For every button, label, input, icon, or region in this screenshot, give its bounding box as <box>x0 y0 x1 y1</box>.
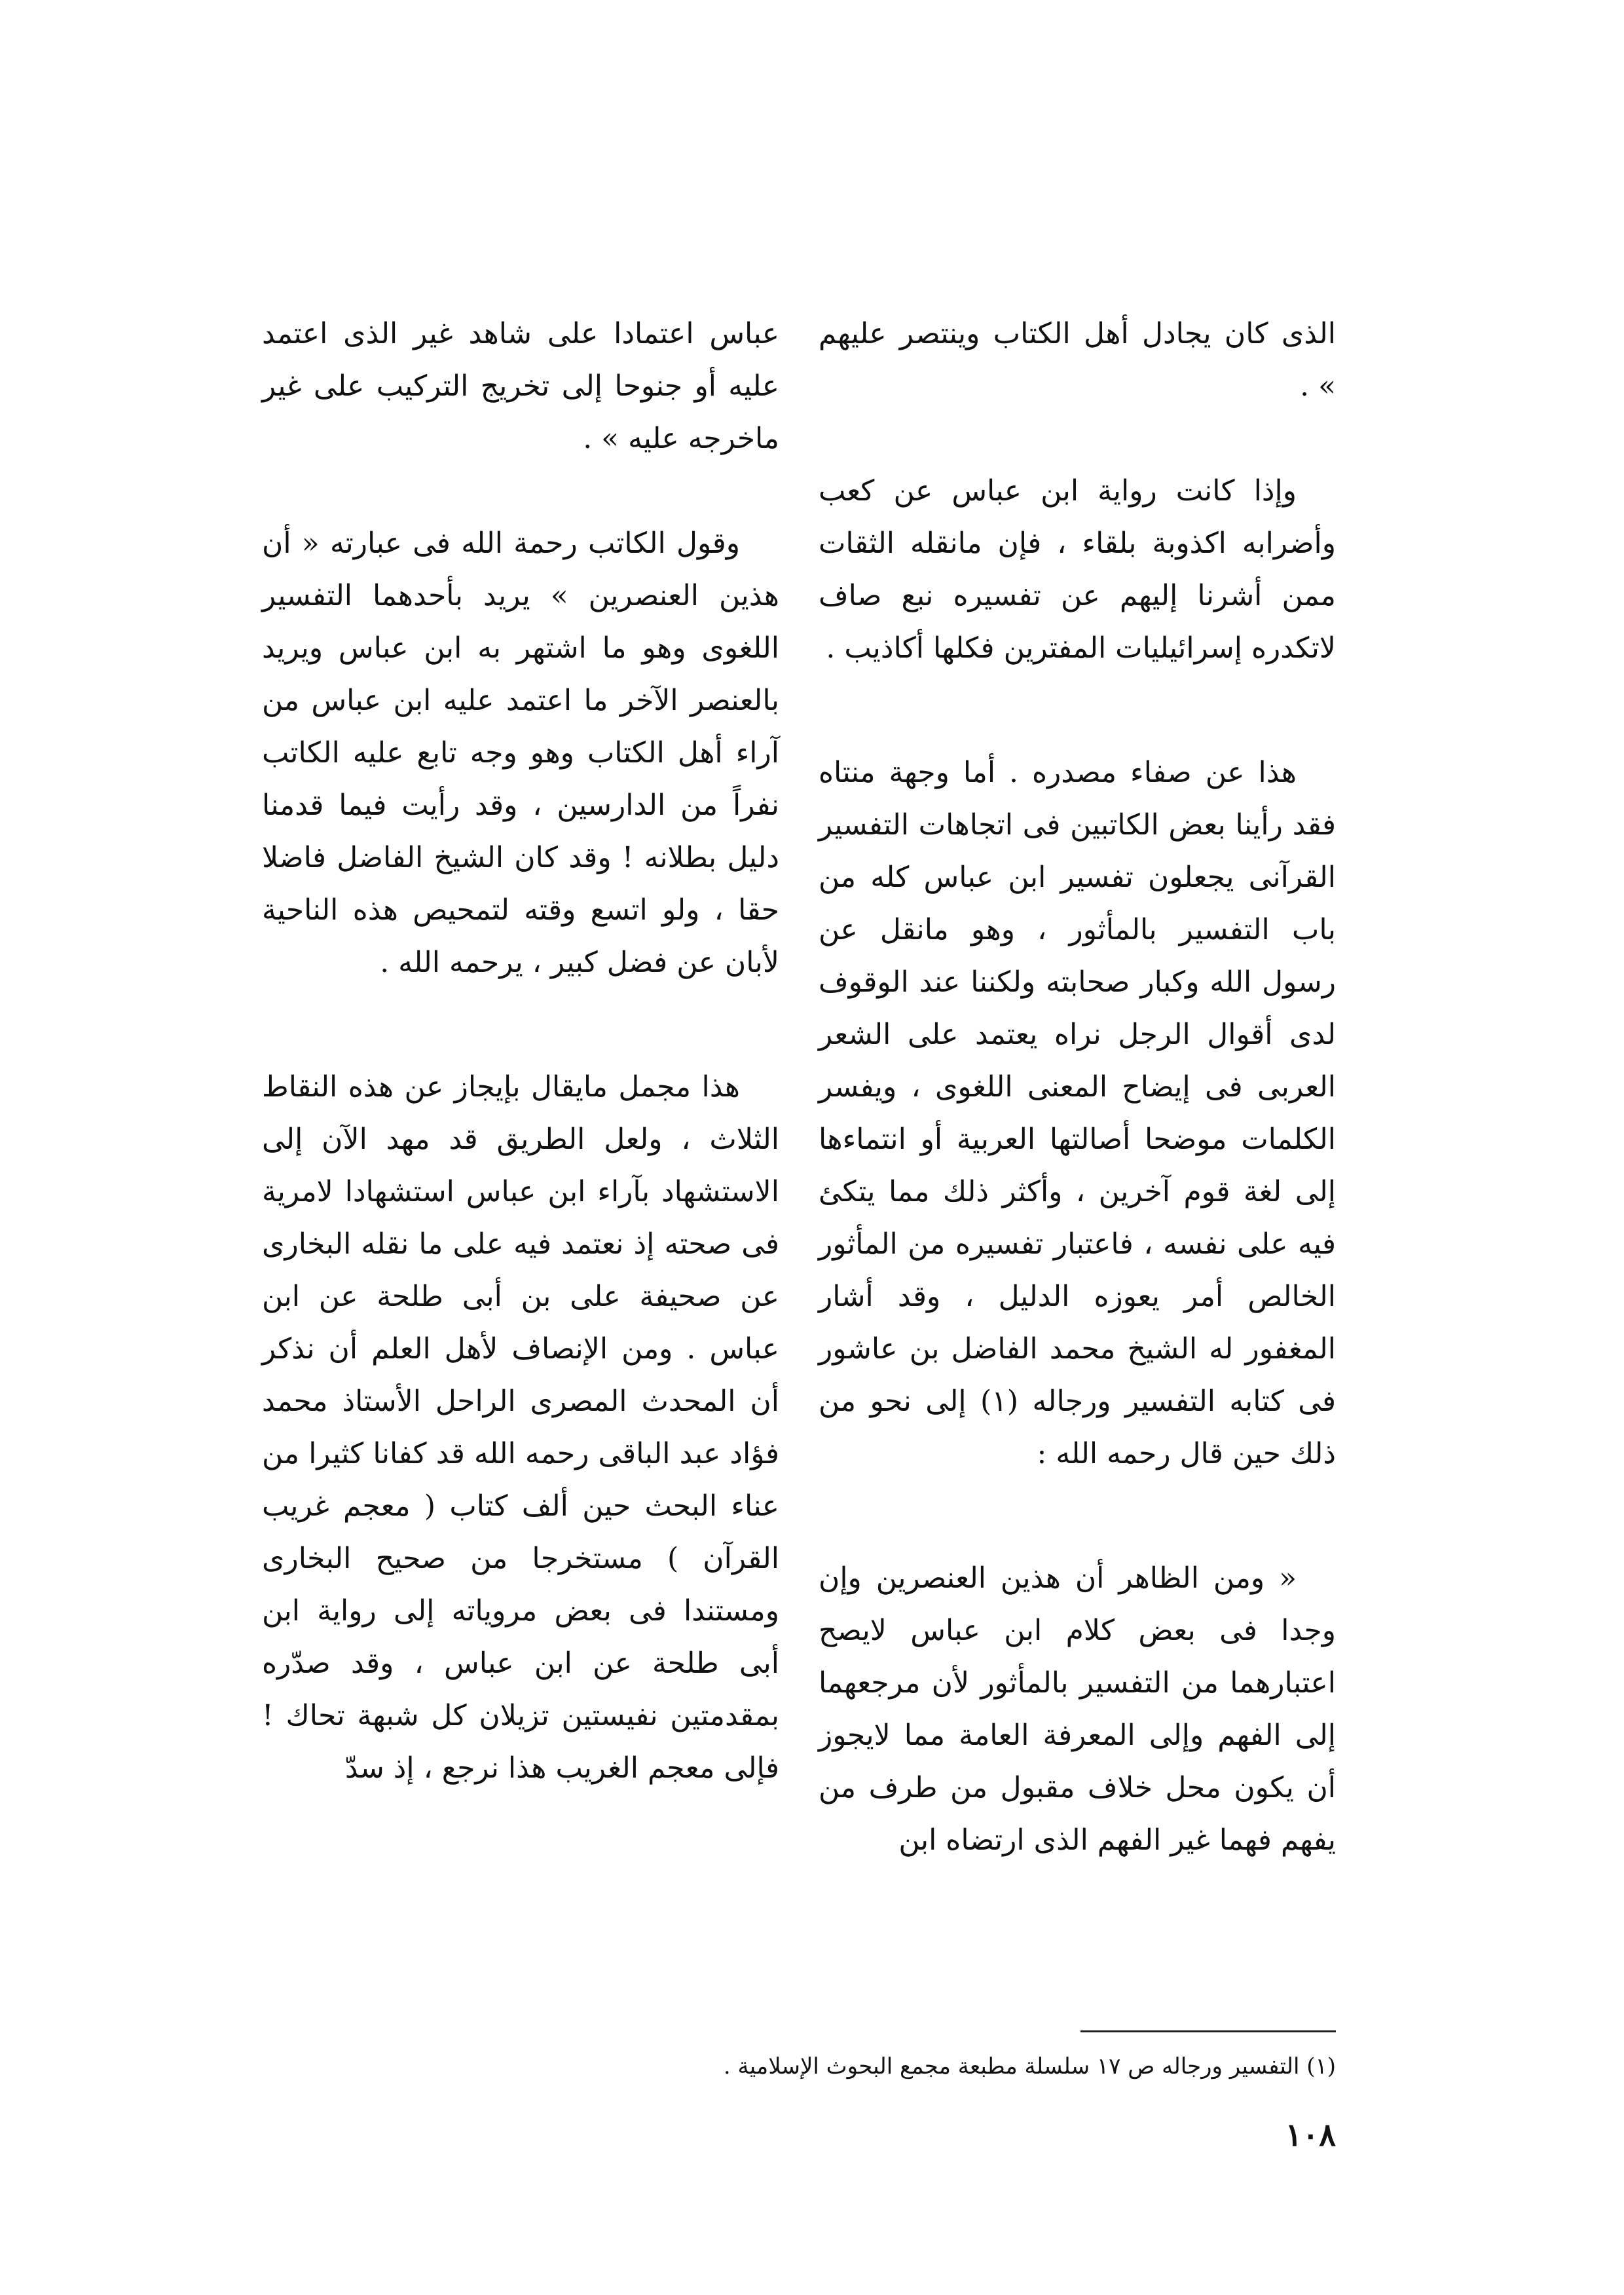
paragraph-gap <box>262 989 779 1061</box>
right-paragraph-1: الذى كان يجادل أهل الكتاب وينتصر عليهم » . <box>819 317 1336 403</box>
left-column <box>262 308 779 1795</box>
paragraph-gap <box>262 465 779 517</box>
right-paragraph-2: وإذا كانت رواية ابن عباس عن كعب وأضرابه اكذوبة بلقاء ، فإن مانقله الثقات ممن أشرنا إليهم عن تفسيره نبع صاف لاتكدره إسرائيليات المفترين فكلها أكاذيب . <box>819 474 1336 665</box>
paragraph-gap <box>819 1480 1336 1552</box>
left-paragraph-3: هذا مجمل مايقال بإيجاز عن هذه النقاط الثلاث ، ولعل الطريق قد مهد الآن إلى الاستشهاد بآراء ابن عباس استشهادا لامرية فى صحته إذ نعتمد فيه على ما نقله البخارى عن صحيفة على بن أبى طلحة عن ابن عباس . ومن الإنصاف لأهل العلم أن نذكر أن المحدث المصرى الراحل الأستاذ محمد فؤاد عبد الباقى رحمه الله قد كفانا كثيرا من عناء البحث حين ألف كتاب ( معجم غريب القرآن ) مستخرجا من صحيح البخارى ومستندا فى بعض مروياته إلى رواية ابن أبى طلحة عن ابن عباس ، وقد صدّره بمقدمتين نفيستين تزيلان كل شبهة تحاك ! فإلى معجم الغريب هذا نرجع ، إذ سدّ <box>262 1070 779 1785</box>
paragraph-gap <box>819 413 1336 465</box>
footnote-separator <box>1080 2030 1336 2032</box>
right-paragraph-3: هذا عن صفاء مصدره . أما وجهة منتاه فقد رأينا بعض الكاتبين فى اتجاهات التفسير القرآنى يجعلون تفسير ابن عباس كله من باب التفسير بالمأثور ، وهو مانقل عن رسول الله وكبار صحابته ولكننا عند الوقوف لدى أقوال الرجل نراه يعتمد على الشعر العربى فى إيضاح المعنى اللغوى ، ويفسر الكلمات موضحا أصالتها العربية أو انتماءها إلى لغة قوم آخرين ، وأكثر ذلك مما يتكئ فيه على نفسه ، فاعتبار تفسيره من المأثور الخالص أمر يعوزه الدليل ، وقد أشار المغفور له الشيخ محمد الفاضل بن عاشور فى كتابه التفسير ورجاله (١) إلى نحو من ذلك حين قال رحمه الله : <box>819 756 1337 1470</box>
footnote: (١) التفسير ورجاله ص ١٧ سلسلة مطبعة مجمع البحوث الإسلامية . <box>723 2053 1336 2080</box>
left-paragraph-1: عباس اعتمادا على شاهد غير الذى اعتمد عليه أو جنوحا إلى تخريج التركيب على غير ماخرجه عليه » . <box>262 317 779 455</box>
left-paragraph-2: وقول الكاتب رحمة الله فى عبارته « أن هذين العنصرين » يريد بأحدهما التفسير اللغوى وهو ما اشتهر به ابن عباس ويريد بالعنصر الآخر ما اعتمد عليه ابن عباس من آراء أهل الكتاب وهو وجه تابع عليه الكاتب نفراً من الدارسين ، وقد رأيت فيما قدمنا دليل بطلانه ! وقد كان الشيخ الفاضل فاضلا حقا ، ولو اتسع وقته لتمحيص هذه الناحية لأبان عن فضل كبير ، يرحمه الله . <box>262 527 779 979</box>
page-number: ١٠٨ <box>1285 2117 1336 2154</box>
paragraph-gap <box>819 675 1336 747</box>
right-column <box>819 308 1336 1867</box>
right-paragraph-4: « ومن الظاهر أن هذين العنصرين وإن وجدا فى بعض كلام ابن عباس لايصح اعتبارهما من التفسير بالمأثور لأن مرجعهما إلى الفهم وإلى المعرفة العامة مما لايجوز أن يكون محل خلاف مقبول من طرف من يفهم فهما غير الفهم الذى ارتضاه ابن <box>819 1561 1336 1857</box>
